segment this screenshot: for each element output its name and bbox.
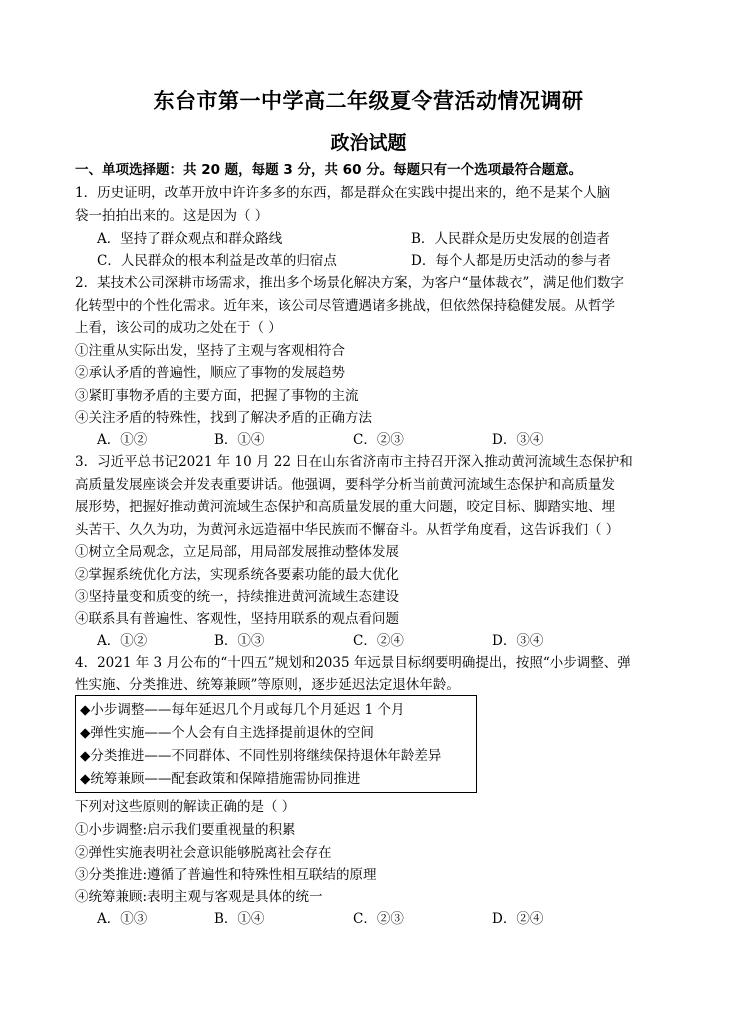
q3-option-b: B．①③ — [214, 633, 265, 649]
q4-box-line: ◆小步调整——每年延迟几个月或每几个月延迟 1 个月 — [80, 702, 405, 718]
q3-option-d: D．③④ — [492, 633, 544, 649]
q4-box-line: ◆分类推进——不同群体、不同性别将继续保持退休年龄差异 — [80, 748, 442, 764]
q3-option-a: A．①② — [97, 633, 148, 649]
q3-item-3: ③坚持量变和质变的统一，持续推进黄河流域生态建设 — [75, 589, 399, 605]
q4-item-3: ③分类推进:遵循了普遍性和特殊性相互联结的原理 — [75, 867, 377, 883]
q3-stem-line: 3．习近平总书记2021 年 10 月 22 日在山东省济南市主持召开深入推动黄河流域生态保护和 — [75, 454, 633, 470]
q1-option-b: B．人民群众是历史发展的创造者 — [411, 231, 610, 247]
q4-box-line: ◆统筹兼顾——配套政策和保障措施需协同推进 — [80, 771, 361, 787]
q3-stem-line: 展形势，把握好推动黄河流域生态保护和高质量发展的重大问题，咬定目标、脚踏实地、埋 — [75, 499, 615, 515]
q3-item-4: ④联系具有普遍性、客观性，坚持用联系的观点看问题 — [75, 611, 399, 627]
q2-item-2: ②承认矛盾的普遍性，顺应了事物的发展趋势 — [75, 365, 345, 381]
q4-option-d: D．②④ — [492, 911, 544, 927]
q4-prompt: 下列对这些原则的解读正确的是（ ） — [75, 799, 296, 815]
q2-stem-line: 化转型中的个性化需求。近年来，该公司尽管遭遇诸多挑战，但依然保持稳健发展。从哲学 — [75, 298, 615, 314]
q3-stem-line: 头苦干、久久为功，为黄河永远造福中华民族而不懈奋斗。从哲学角度看，这告诉我们（ ） — [75, 522, 620, 538]
q4-option-a: A．①③ — [97, 911, 148, 927]
q3-option-c: C．②④ — [353, 633, 404, 649]
q2-item-1: ①注重从实际出发，坚持了主观与客观相符合 — [75, 343, 345, 359]
q1-option-a: A．坚持了群众观点和群众路线 — [97, 231, 283, 247]
q3-item-2: ②掌握系统优化方法，实现系统各要素功能的最大优化 — [75, 567, 399, 583]
exam-subtitle: 政治试题 — [330, 132, 407, 154]
q4-item-1: ①小步调整:启示我们要重视量的积累 — [75, 822, 296, 838]
q4-stem-line: 性实施、分类推进、统筹兼顾”等原则，逐步延迟法定退休年龄。 — [75, 677, 460, 693]
q4-option-c: C．②③ — [353, 911, 404, 927]
q2-stem-line: 上看，该公司的成功之处在于（ ） — [75, 320, 282, 336]
q2-item-4: ④关注矛盾的特殊性，找到了解决矛盾的正确方法 — [75, 410, 372, 426]
section-header: 一、单项选择题：共 20 题，每题 3 分，共 60 分。每题只有一个选项最符合题意。 — [75, 162, 583, 178]
q4-stem-line: 4．2021 年 3 月公布的“十四五”规划和2035 年远景目标纲要明确提出，按照“小步调整、弹 — [75, 655, 631, 671]
q3-item-1: ①树立全局观念，立足局部，用局部发展推动整体发展 — [75, 544, 399, 560]
q2-option-d: D．③④ — [492, 432, 544, 448]
q4-item-4: ④统筹兼顾:表明主观与客观是具体的统一 — [75, 889, 323, 905]
q4-principles-box — [75, 695, 477, 793]
q2-option-c: C．②③ — [353, 432, 404, 448]
exam-title: 东台市第一中学高二年级夏令营活动情况调研 — [153, 89, 584, 113]
q4-box-line: ◆弹性实施——个人会有自主选择提前退休的空间 — [80, 725, 374, 741]
q4-item-2: ②弹性实施表明社会意识能够脱离社会存在 — [75, 845, 332, 861]
q1-option-c: C．人民群众的根本利益是改革的归宿点 — [97, 253, 337, 269]
q2-stem-line: 2．某技术公司深耕市场需求，推出多个场景化解决方案，为客户“量体裁衣”，满足他们数字 — [75, 275, 624, 291]
q3-stem-line: 高质量发展座谈会并发表重要讲话。他强调，要科学分析当前黄河流域生态保护和高质量发 — [75, 477, 615, 493]
q1-stem-line: 1．历史证明，改革开放中许许多多的东西，都是群众在实践中提出来的，绝不是某个人脑 — [75, 185, 611, 201]
q2-option-b: B．①④ — [214, 432, 265, 448]
q4-option-b: B．①④ — [214, 911, 265, 927]
q2-item-3: ③紧盯事物矛盾的主要方面，把握了事物的主流 — [75, 388, 359, 404]
q2-option-a: A．①② — [97, 432, 148, 448]
q1-option-d: D．每个人都是历史活动的参与者 — [411, 253, 611, 269]
q1-stem-line: 袋一拍拍出来的。这是因为（ ） — [75, 208, 269, 224]
